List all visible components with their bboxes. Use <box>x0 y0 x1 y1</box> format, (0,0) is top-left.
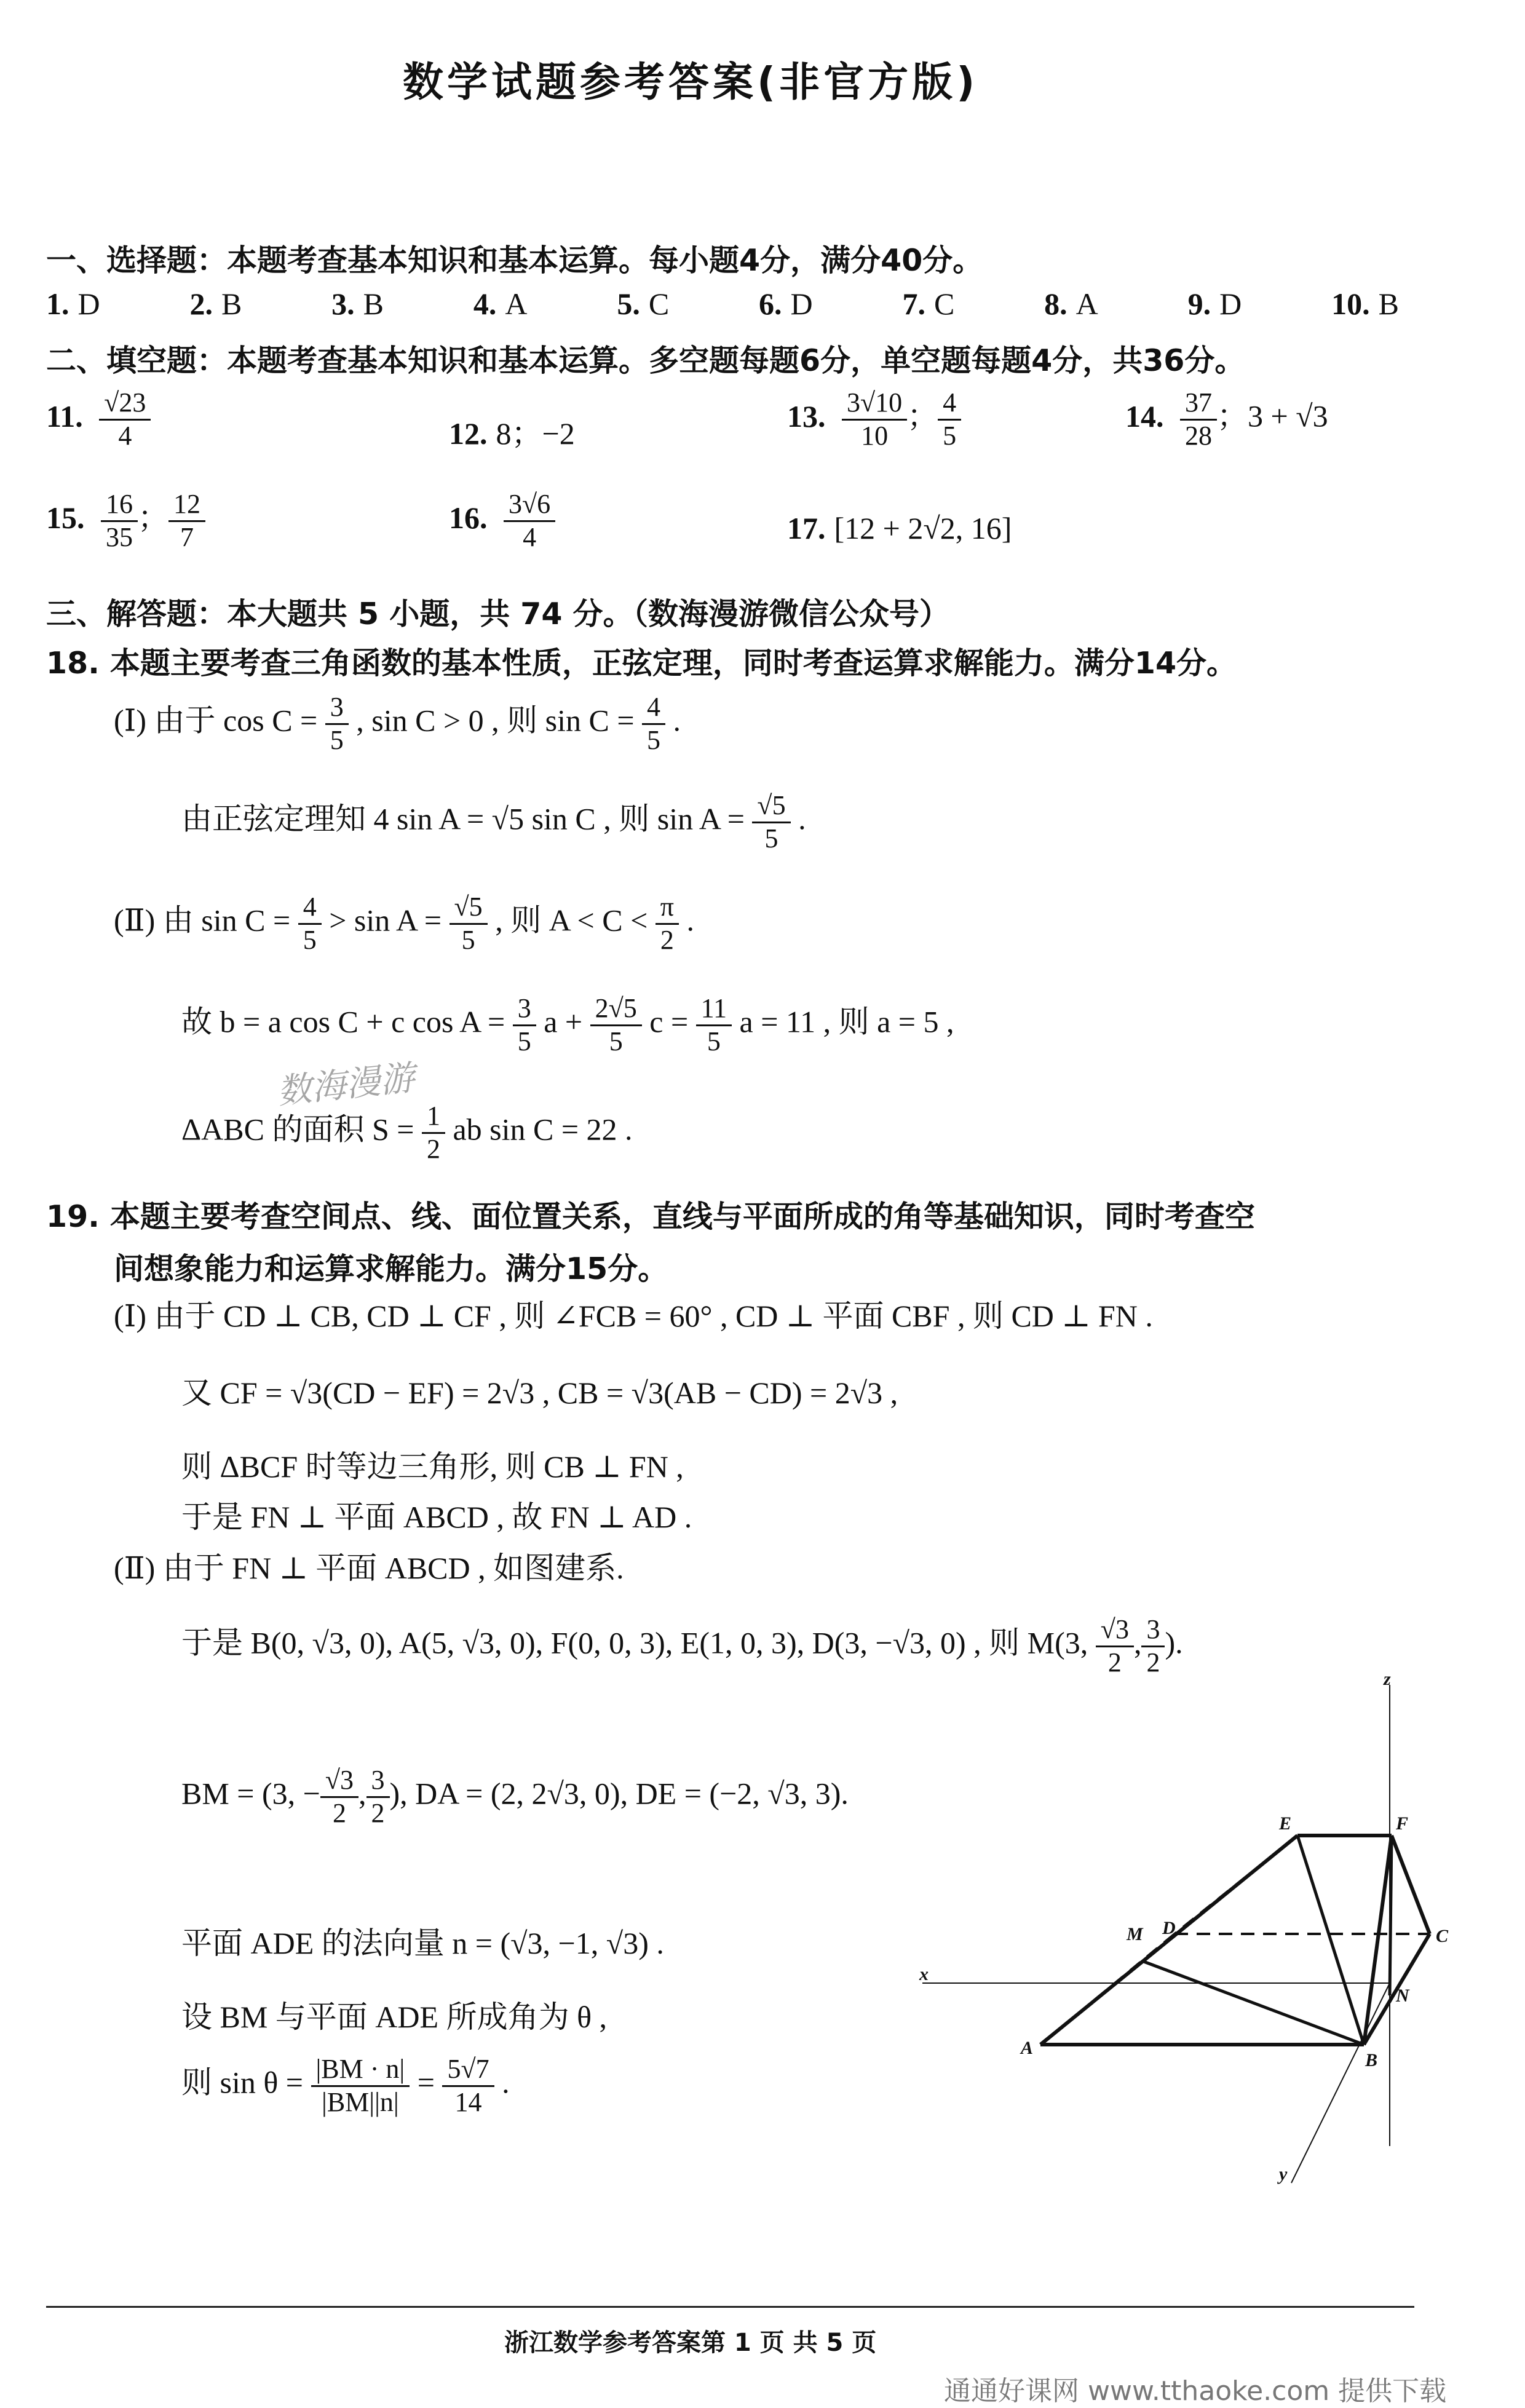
answer-item: 10. B <box>1331 287 1399 321</box>
q19-line3: 则 ΔBCF 时等边三角形, 则 CB ⊥ FN , <box>181 1449 684 1484</box>
watermark: 通通好课网 www.tthaoke.com 提供下载 <box>944 2375 1447 2407</box>
segment-BM <box>1144 1962 1364 2045</box>
label-A: A <box>1021 2038 1034 2058</box>
answer-item: 3. B <box>331 287 384 321</box>
label-N: N <box>1396 1986 1409 2006</box>
fraction: $\frac{2√5}{5}$ <box>590 993 642 1057</box>
fill-answer-12: 12. 8；−2 <box>449 416 575 451</box>
fraction: $\frac{√23}{4}$ <box>99 387 151 451</box>
answer-item: 1. D <box>46 287 100 321</box>
fill-answer-11: 11. $\frac{√23}{4}$ <box>46 387 151 451</box>
q19-header-line1: 19. 本题主要考查空间点、线、面位置关系，直线与平面所成的角等基础知识，同时考查空 <box>46 1199 1255 1234</box>
handwritten-scrawl: 数海漫游 <box>275 1058 417 1112</box>
label-E: E <box>1279 1813 1292 1834</box>
answer-item: 5. C <box>617 287 670 321</box>
answer-item: 7. C <box>902 287 955 321</box>
fraction: $\frac{11}{5}$ <box>696 993 732 1057</box>
section3-header: 三、解答题：本大题共 5 小题，共 74 分。（数海漫游微信公众号） <box>46 596 950 632</box>
label-x: x <box>919 1964 929 1984</box>
q19-line6: 于是 B(0, √3, 0), A(5, √3, 0), F(0, 0, 3), E(1, 0, 3), D(3, −√3, 0) , 则 M(3, $\frac{√3}{2}$ , $\frac{3}{2}$ ). <box>181 1614 1183 1677</box>
fraction: $\frac{√3}{2}$ <box>1096 1614 1134 1678</box>
fill-answer-13: 13. $\frac{3√10}{10}$ ； $\frac{4}{5}$ <box>787 387 961 451</box>
edge-FB <box>1364 1836 1392 2045</box>
q19-line10: 则 sin θ = $\frac{|BM \cdot n|}{|BM||n|}$ = $\frac{5√7}{14}$ . <box>181 2054 510 2117</box>
page-footer: 浙江数学参考答案第 1 页 共 5 页 <box>504 2329 877 2357</box>
label-D: D <box>1162 1918 1176 1938</box>
y-axis <box>1291 1983 1390 2183</box>
choice-answers <box>46 286 1399 322</box>
q19-line4: 于是 FN ⊥ 平面 ABCD , 故 FN ⊥ AD . <box>181 1500 692 1534</box>
fraction: $\frac{16}{35}$ <box>101 489 138 553</box>
fill-answer-15: 15. $\frac{16}{35}$ ； $\frac{12}{7}$ <box>46 489 205 553</box>
page-title: 数学试题参考答案(非官方版) <box>403 58 979 106</box>
fraction: $\frac{4}{5}$ <box>938 387 961 451</box>
fraction: $\frac{5√7}{14}$ <box>442 2054 494 2118</box>
answer-item: 9. D <box>1187 287 1242 321</box>
fraction: $\frac{3}{2}$ <box>366 1765 390 1829</box>
footer-rule <box>46 2306 1414 2308</box>
q19-line7: BM = (3, − $\frac{√3}{2}$ , $\frac{3}{2}$ ), DA = (2, 2√3, 0), DE = (−2, √3, 3). <box>181 1765 849 1828</box>
fraction: $\frac{3√10}{10}$ <box>842 387 907 451</box>
q19-line2: 又 CF = √3(CD − EF) = 2√3 , CB = √3(AB − CD) = 2√3 , <box>181 1376 898 1410</box>
q19-line5: (Ⅱ) 由于 FN ⊥ 平面 ABCD , 如图建系. <box>114 1551 624 1585</box>
q19-line1: (Ⅰ) 由于 CD ⊥ CB, CD ⊥ CF , 则 ∠FCB = 60° , CD ⊥ 平面 CBF , 则 CD ⊥ FN . <box>114 1299 1153 1333</box>
edge-FC <box>1392 1836 1430 1934</box>
answer-item: 8. A <box>1044 287 1098 321</box>
answer-item: 4. A <box>473 287 528 321</box>
geometry-figure <box>898 1660 1476 2201</box>
fraction: $\frac{3}{2}$ <box>1141 1614 1165 1678</box>
q18-header: 18. 本题主要考查三角函数的基本性质，正弦定理，同时考查运算求解能力。满分14分。 <box>46 646 1237 681</box>
section1-header: 一、选择题：本题考查基本知识和基本运算。每小题4分，满分40分。 <box>46 243 983 278</box>
fraction: $\frac{\pi}{2}$ <box>656 892 679 956</box>
q18-line2: 由正弦定理知 4 sin A = √5 sin C , 则 sin A = $\frac{√5}{5}$ . <box>181 790 806 853</box>
label-C: C <box>1436 1926 1449 1946</box>
fill-answer-16: 16. $\frac{3√6}{4}$ <box>449 489 555 553</box>
q18-line1: (Ⅰ) 由于 cos C = $\frac{3}{5}$ , sin C > 0 , 则 sin C = $\frac{4}{5}$ . <box>114 692 681 755</box>
q19-header-line2: 间想象能力和运算求解能力。满分15分。 <box>114 1251 668 1286</box>
fraction: $\frac{|BM \cdot n|}{|BM||n|}$ <box>311 2054 410 2118</box>
label-F: F <box>1396 1813 1409 1834</box>
answer-item: 6. D <box>759 287 813 321</box>
q18-line4: 故 b = a cos C + c cos A = $\frac{3}{5}$ a + $\frac{2√5}{5}$ c = $\frac{11}{5}$ a = 11 , 则 a = 5 , <box>181 993 954 1056</box>
fraction: $\frac{4}{5}$ <box>642 692 665 756</box>
label-y: y <box>1279 2164 1288 2184</box>
fraction: $\frac{4}{5}$ <box>298 892 322 956</box>
label-B: B <box>1365 2050 1378 2070</box>
fill-answer-14: 14. $\frac{37}{28}$ ；3 + √3 <box>1125 387 1328 451</box>
label-M: M <box>1127 1924 1143 1944</box>
answer-item: 2. B <box>189 287 242 321</box>
q19-line9: 设 BM 与平面 ADE 所成角为 θ , <box>181 2000 608 2034</box>
fraction: $\frac{√5}{5}$ <box>752 790 790 854</box>
fraction: $\frac{√3}{2}$ <box>320 1765 358 1829</box>
fraction: $\frac{3}{5}$ <box>513 993 536 1057</box>
fraction: $\frac{1}{2}$ <box>422 1101 445 1165</box>
fraction: $\frac{37}{28}$ <box>1180 387 1217 451</box>
fraction: $\frac{3√6}{4}$ <box>504 489 555 553</box>
edge-EB <box>1297 1836 1364 2045</box>
q18-line3: (Ⅱ) 由 sin C = $\frac{4}{5}$ > sin A = $\frac{√5}{5}$ , 则 A < C < $\frac{\pi}{2}$ . <box>114 892 695 955</box>
q18-line5: ΔABC 的面积 S = $\frac{1}{2}$ ab sin C = 22 . <box>181 1101 633 1164</box>
label-z: z <box>1384 1669 1391 1689</box>
fraction: $\frac{12}{7}$ <box>168 489 205 553</box>
section2-header: 二、填空题：本题考查基本知识和基本运算。多空题每题6分，单空题每题4分，共36分。 <box>46 343 1245 378</box>
edge-ED <box>1174 1836 1297 1934</box>
segment-FN <box>1390 1836 1392 1995</box>
fill-answer-17: 17. [12 + 2√2, 16] <box>787 511 1012 545</box>
fraction: $\frac{√5}{5}$ <box>450 892 488 956</box>
fraction: $\frac{3}{5}$ <box>325 692 349 756</box>
q19-line8: 平面 ADE 的法向量 n = (√3, −1, √3) . <box>181 1926 664 1960</box>
